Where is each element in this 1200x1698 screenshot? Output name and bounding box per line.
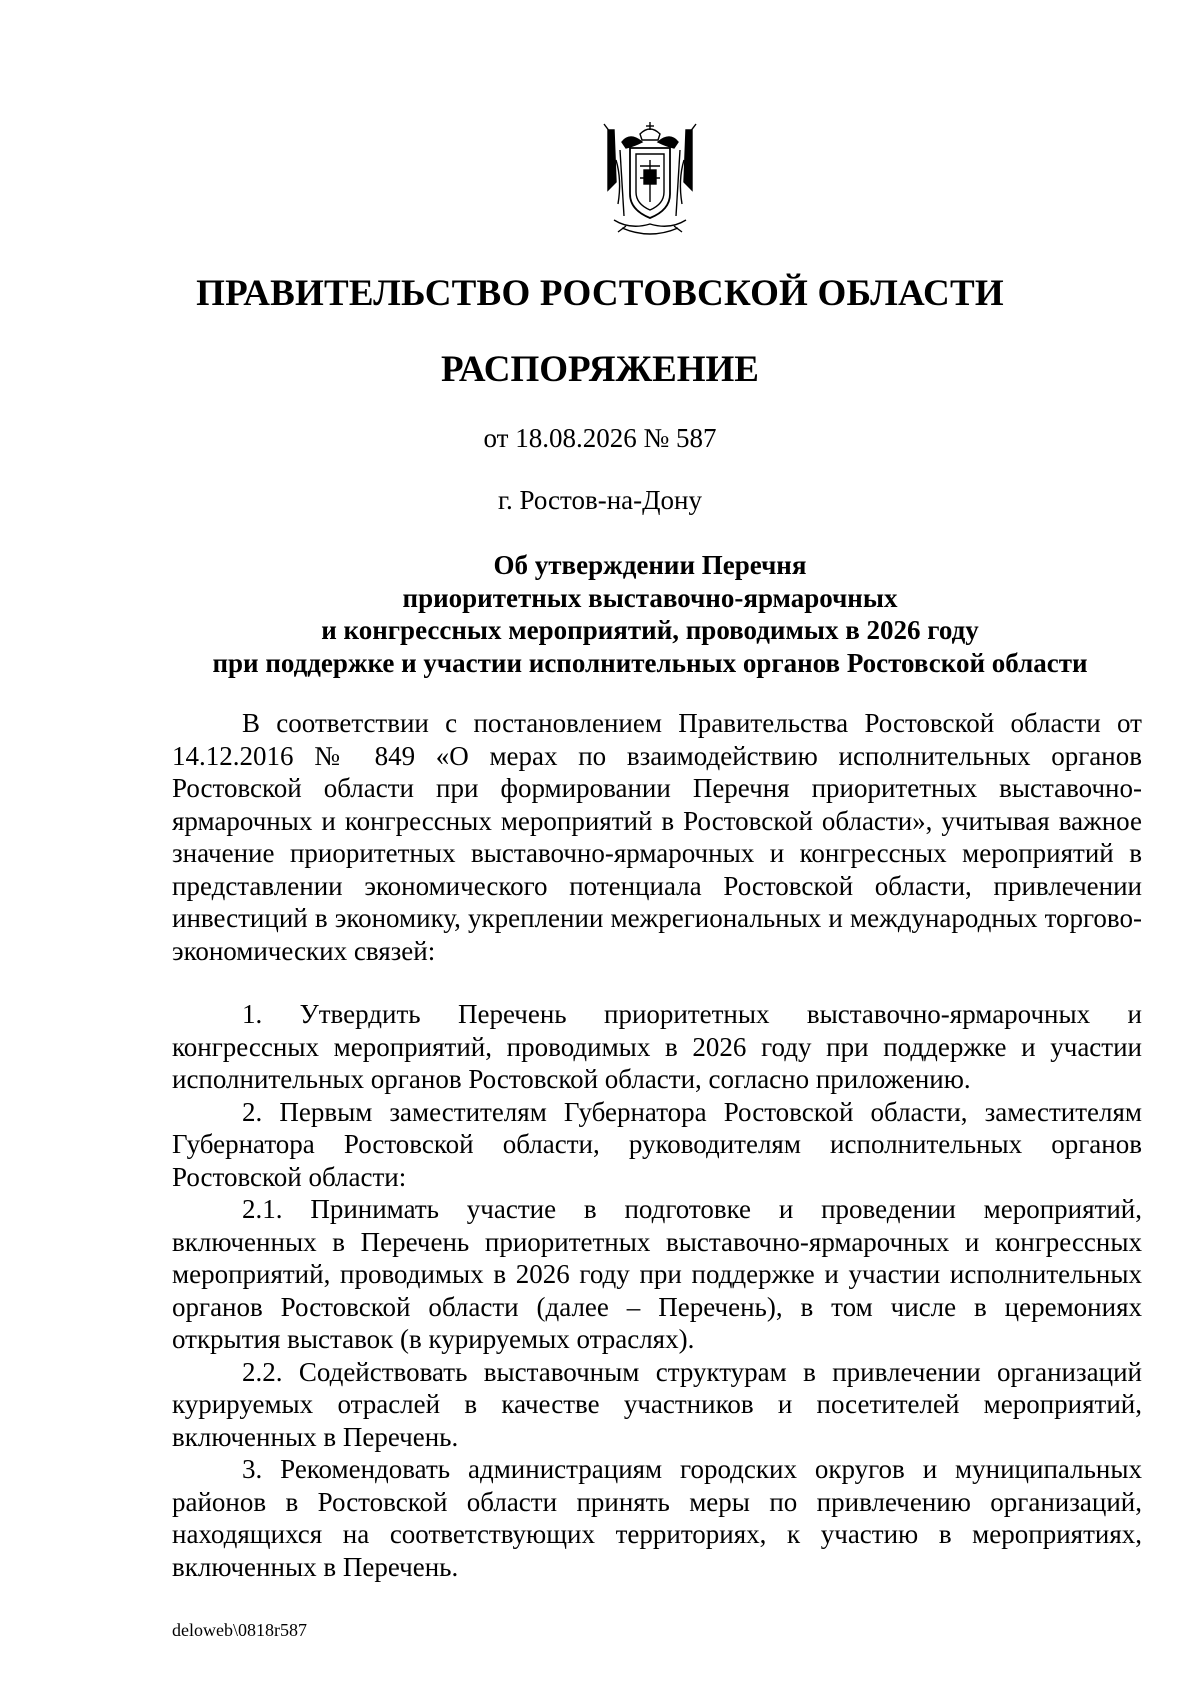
clause-3: 3. Рекомендовать администрациям городских округов и муниципальных районов в Ростовской области принять меры по привлечению организаций, находящихся на соответствующих территориях, к участию в мероприятиях, включенных в Перечень. (172, 1454, 1142, 1582)
subject-line: приоритетных выставочно-ярмарочных (402, 582, 898, 613)
document-date-number: от 18.08.2026 № 587 (483, 423, 717, 453)
subject-line: при поддержке и участии исполнительных органов Ростовской области (212, 647, 1088, 678)
subject-line: и конгрессных мероприятий, проводимых в 2026 году (321, 615, 979, 645)
clause-2-2: 2.2. Содействовать выставочным структурам в привлечении организаций курируемых отраслей в качестве участников и посетителей мероприятий, включенных в Перечень. (172, 1356, 1142, 1452)
clause-2-1: 2.1. Принимать участие в подготовке и проведении мероприятий, включенных в Перечень приоритетных выставочно-ярмарочных и конгрессных мероприятий, проводимых в 2026 году при поддержке и участии исполнительных органов Ростовской области (далее – Перечень), в том числе в церемониях открытия выставок (в курируемых отраслях). (172, 1194, 1142, 1354)
file-reference: deloweb\0818r587 (172, 1620, 307, 1640)
coat-of-arms-icon (600, 120, 700, 242)
document-subject (150, 549, 1150, 679)
organization-title: ПРАВИТЕЛЬСТВО РОСТОВСКОЙ ОБЛАСТИ (196, 273, 1004, 314)
document-body (172, 707, 1142, 1583)
clause-1: 1. Утвердить Перечень приоритетных выставочно-ярмарочных и конгрессных мероприятий, проводимых в 2026 году при поддержке и участии исполнительных органов Ростовской области, согласно приложению. (172, 999, 1142, 1094)
preamble-paragraph: В соответствии с постановлением Правительства Ростовской области от 14.12.2016 № 849 «О мерах по взаимодействию исполнительных органов Ростовской области при формировании Перечня приоритетных выставочно-ярмарочных и конгрессных мероприятий в Ростовской области», учитывая важное значение приоритетных выставочно-ярмарочных и конгрессных мероприятий в представлении экономического потенциала Ростовской области, привлечении инвестиций в экономику, укреплении межрегиональных и международных торгово-экономических связей: (172, 708, 1142, 966)
document-city: г. Ростов-на-Дону (497, 485, 702, 515)
clause-2: 2. Первым заместителям Губернатора Ростовской области, заместителям Губернатора Ростовской области, руководителям исполнительных органов Ростовской области: (172, 1096, 1142, 1192)
document-type-heading: РАСПОРЯЖЕНИЕ (440, 349, 759, 390)
subject-line: Об утверждении Перечня (493, 550, 807, 580)
